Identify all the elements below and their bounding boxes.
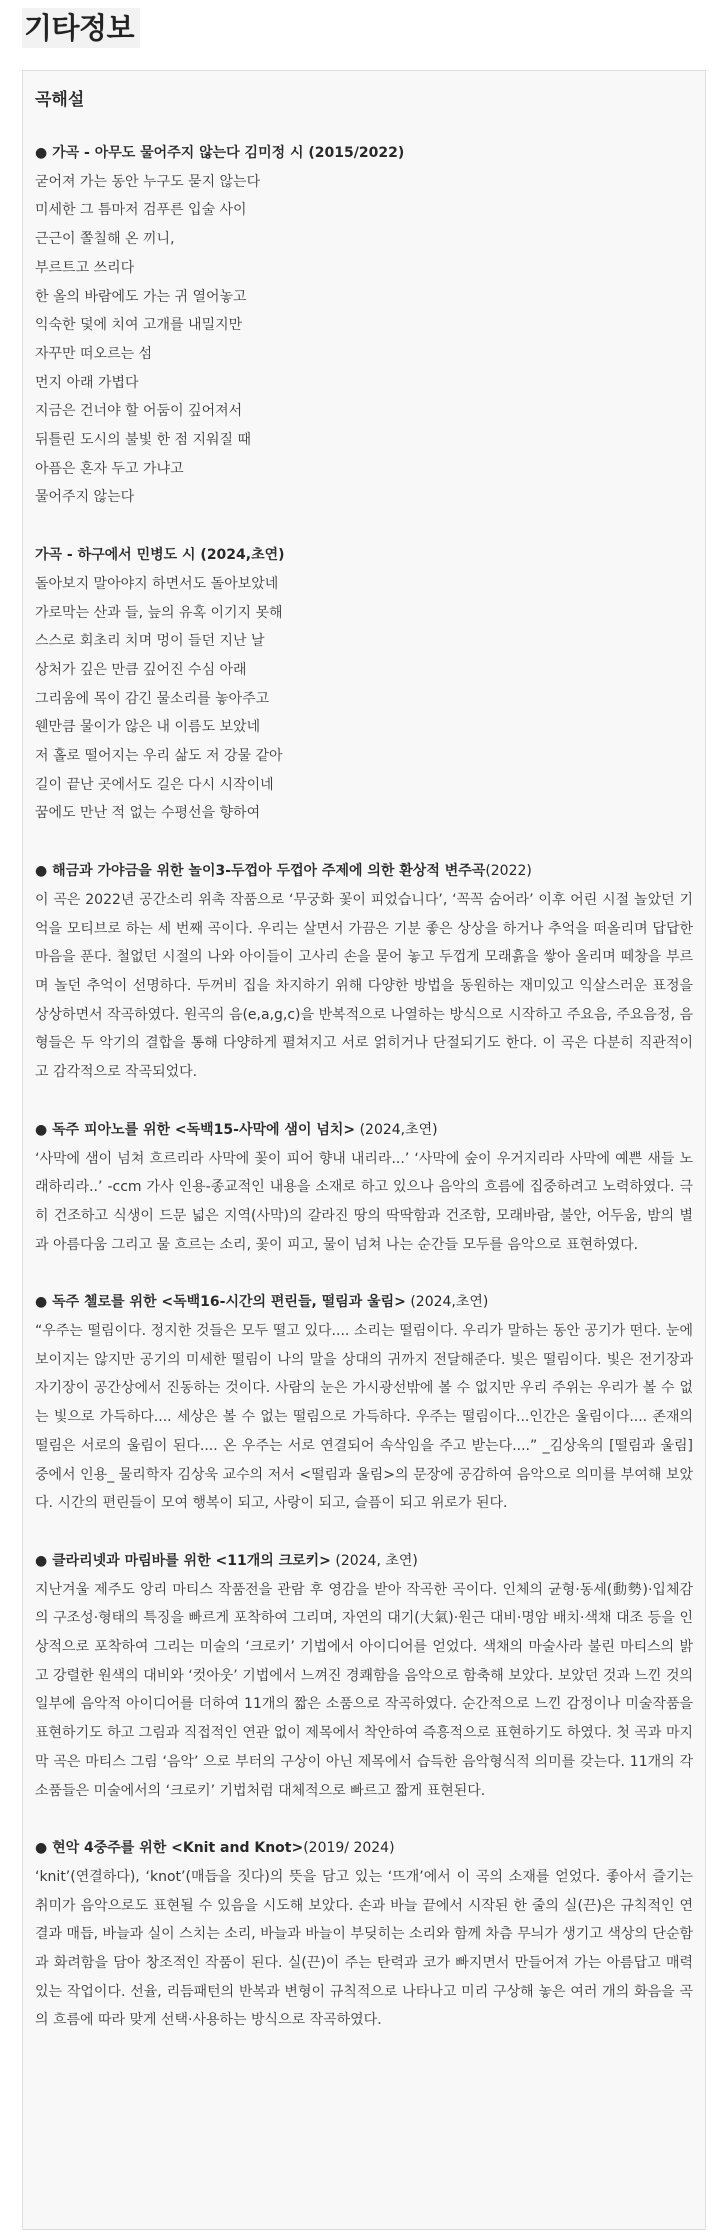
- poem-line: 부르트고 쓰리다: [35, 259, 135, 276]
- poem-line: 스스로 회초리 치며 멍이 들던 지난 날: [35, 633, 265, 650]
- section-title-text: ● 독주 피아노를 위한 <독백15-사막에 샘이 넘치>: [35, 1121, 356, 1138]
- section-piano-monologue-15: [35, 1116, 693, 1260]
- section-title: [35, 139, 693, 168]
- section-description: “우주는 떨림이다. 정지한 것들은 모두 떨고 있다.... 소리는 떨림이다. 우리가 말하는 동안 공기가 떤다. 눈에 보이지는 않지만 공기의 미세한 떨림이 나의 말을 상대의 귀까지 전달해준다. 빛은 떨림이다. 빛은 전기장과 자기장이 공간상에서 진동하는 것이다. 사람의 눈은 가시광선밖에 볼 수 없지만 우리 주위는 우리가 볼 수 없는 빛으로 가득하다.... 세상은 볼 수 없는 떨림으로 가득하다. 우주는 떨림이다...인간은 울림이다.... 존재의 떨림은 서로의 울림이 된다.... 온 우주는 서로 연결되어 속삭임을 주고 받는다....” _김상욱의 [떨림과 울림] 중에서 인용_ 물리학자 김상욱 교수의 저서 <떨림과 울림>의 문장에 공감하여 음악으로 의미를 부여해 보았다. 시간의 편린들이 모여 행복이 되고, 사랑이 되고, 슬픔이 되고 위로가 된다.: [35, 1323, 693, 1512]
- section-title-text: ● 클라리넷과 마림바를 위한 <11개의 크로키>: [35, 1552, 331, 1569]
- section-title: [35, 1547, 693, 1576]
- section-description: ‘knit’(연결하다), ‘knot’(매듭을 짓다)의 뜻을 담고 있는 ‘뜨개’에서 이 곡의 소재를 얻었다. 좋아서 즐기는 취미가 음악으로도 표현될 수 있음을 시도해 보았다. 손과 바늘 끝에서 시작된 한 줄의 실(끈)은 규칙적인 연결과 매듭, 바늘과 실이 스치는 소리, 바늘과 바늘이 부딪히는 소리와 함께 차츰 무늬가 생기고 색상의 단순함과 화려함을 담아 창조적인 작품이 된다. 실(끈)이 주는 탄력과 코가 빠지면서 만들어져 가는 아름답고 매력 있는 작업이다. 선율, 리듬패턴의 반복과 변형이 규칙적으로 나타나고 미리 구상해 놓은 여러 개의 화음을 곡의 흐름에 따라 맞게 선택·사용하는 방식으로 작곡하였다.: [35, 1868, 693, 2029]
- poem-line: 한 올의 바람에도 가는 귀 열어놓고: [35, 288, 247, 305]
- poem-line: 익숙한 덫에 치여 고개를 내밀지만: [35, 317, 243, 334]
- page-title: 기타정보: [22, 8, 140, 48]
- poem-line: 꿈에도 만난 적 없는 수평선을 향하여: [35, 805, 261, 822]
- poem-line: 가로막는 산과 들, 늪의 유혹 이기지 못해: [35, 604, 283, 621]
- poem-line: 돌아보지 말아야지 하면서도 돌아보았네: [35, 575, 279, 592]
- section-title-text: ● 가곡 - 아무도 물어주지 않는다 김미정 시 (2015/2022): [35, 145, 405, 161]
- section-year: (2019/ 2024): [303, 1840, 395, 1857]
- section-song-estuary: [35, 541, 693, 828]
- poem-line: 미세한 그 틈마저 검푸른 입술 사이: [35, 202, 247, 219]
- poem-line: 굳어져 가는 동안 누구도 묻지 않는다: [35, 173, 261, 190]
- section-description: 지난겨울 제주도 앙리 마티스 작품전을 관람 후 영감을 받아 작곡한 곡이다. 인체의 균형·동세(動勢)·입체감의 구조성·형태의 특징을 빠르게 포착하여 그리며, 자연의 대기(大氣)·원근 대비·명암 배치·색채 대조 등을 인상적으로 포착하여 그리는 미술의 ‘크로키’ 기법에서 아이디어를 얻었다. 색채의 마술사라 불린 마티스의 밝고 강렬한 원색의 대비와 ‘컷아웃’ 기법에서 느껴진 경쾌함을 음악으로 함축해 보았다. 보았던 것과 느낀 것의 일부에 음악적 아이디어를 더하여 11개의 짧은 소품으로 작곡하였다. 순간적으로 느낀 감정이나 미술작품을 표현하기도 하고 그림과 직접적인 연관 없이 제목에서 착안하여 즉흥적으로 표현하기도 하였다. 첫 곡과 마지막 곡은 마티스 그림 ‘음악’ 으로 부터의 구상이 아닌 제목에서 습득한 음악형식적 의미를 갖는다. 11개의 각 소품들은 미술에서의 ‘크로키’ 기법처럼 대체적으로 빠르고 짧게 표현된다.: [35, 1581, 693, 1799]
- section-description: 이 곡은 2022년 공간소리 위촉 작품으로 ‘무궁화 꽃이 피었습니다’, ‘꼭꼭 숨어라’ 이후 어린 시절 놀았던 기억을 모티브로 하는 세 번째 곡이다. 우리는 살면서 가끔은 기분 좋은 상상을 하거나 추억을 떠올리며 답답한 마음을 푼다. 철없던 시절의 나와 아이들이 고사리 손을 묻어 놓고 두껍게 모래흙을 쌓아 올리며 떼창을 부르며 놀던 추억이 선명하다. 두꺼비 집을 차지하기 위해 다양한 방법을 동원하는 재미있고 익살스러운 표정을 상상하면서 작곡하였다. 원곡의 음(e,a,g,c)을 반복적으로 나열하는 방식으로 시작하고 주요음, 주요음정, 음형들은 두 악기의 결합을 통해 다양하게 펼쳐지고 서로 얽히거나 단절되기도 한다. 이 곡은 다분히 직관적이고 감각적으로 작곡되었다.: [35, 891, 693, 1081]
- section-year: (2024,초연): [355, 1121, 438, 1138]
- section-title-text: 가곡 - 하구에서 민병도 시 (2024,초연): [35, 547, 285, 564]
- section-title: [35, 857, 693, 886]
- section-title-text: ● 독주 첼로를 위한 <독백16-시간의 편린들, 떨림과 울림>: [35, 1294, 406, 1311]
- poem-line: 길이 끝난 곳에서도 길은 다시 시작이네: [35, 776, 274, 793]
- section-song-nobody-asks: [35, 139, 693, 512]
- poem-line: 근근이 쫄칠해 온 끼니,: [35, 231, 175, 248]
- poem-line: 자꾸만 떠오르는 섬: [35, 345, 153, 362]
- poem-line: 저 홀로 떨어지는 우리 삶도 저 강물 같아: [35, 748, 283, 765]
- section-year: (2024, 초연): [330, 1552, 418, 1569]
- poem-line: 먼지 아래 가볍다: [35, 374, 139, 391]
- section-year: (2024,초연): [405, 1294, 489, 1311]
- section-title: [35, 541, 693, 570]
- poem-line: 뒤틀린 도시의 불빛 한 점 지워질 때: [35, 432, 252, 449]
- poem-line: 아픔은 혼자 두고 가냐고: [35, 460, 184, 477]
- panel-title: 곡해설: [35, 90, 85, 110]
- poem-line: 물어주지 않는다: [35, 489, 135, 506]
- section-title-text: ● 해금과 가야금을 위한 놀이3-두껍아 두껍아 주제에 의한 환상적 변주곡: [35, 863, 486, 880]
- section-cello-monologue-16: [35, 1288, 693, 1518]
- section-title: [35, 1834, 693, 1863]
- poem-line: 웬만큼 물이가 않은 내 이름도 보았네: [35, 719, 261, 736]
- section-title-text: ● 현악 4중주를 위한 <Knit and Knot>: [35, 1840, 304, 1857]
- poem-line: 상처가 깊은 만큼 깊어진 수심 아래: [35, 661, 247, 678]
- section-title: [35, 1116, 693, 1145]
- section-description: ‘사막에 샘이 넘쳐 흐르리라 사막에 꽃이 피어 향내 내리라...’ ‘사막에 숲이 우거지리라 사막에 예쁜 새들 노래하리라..’ -ccm 가사 인용-종교적인 내용을 소재로 하고 있으나 음악의 흐름에 집중하려고 노력하였다. 극히 건조하고 식생이 드문 넓은 지역(사막)의 갈라진 땅의 딱딱함과 건조함, 모래바람, 불안, 어두움, 밤의 별과 아름다움 그리고 물 흐르는 소리, 꽃이 피고, 물이 넘쳐 나는 순간들 모두를 음악으로 표현하였다.: [35, 1150, 693, 1253]
- poem-line: 그리움에 목이 감긴 물소리를 놓아주고: [35, 690, 270, 707]
- program-notes-panel: [22, 70, 706, 2230]
- section-year: (2022): [485, 863, 532, 880]
- section-string-quartet-knit-knot: [35, 1834, 693, 2035]
- poem-line: 지금은 건너야 할 어둠이 깊어져서: [35, 403, 243, 420]
- section-haegeum-gayageum: [35, 857, 693, 1087]
- section-clarinet-marimba-croquis: [35, 1547, 693, 1805]
- section-title: [35, 1288, 693, 1317]
